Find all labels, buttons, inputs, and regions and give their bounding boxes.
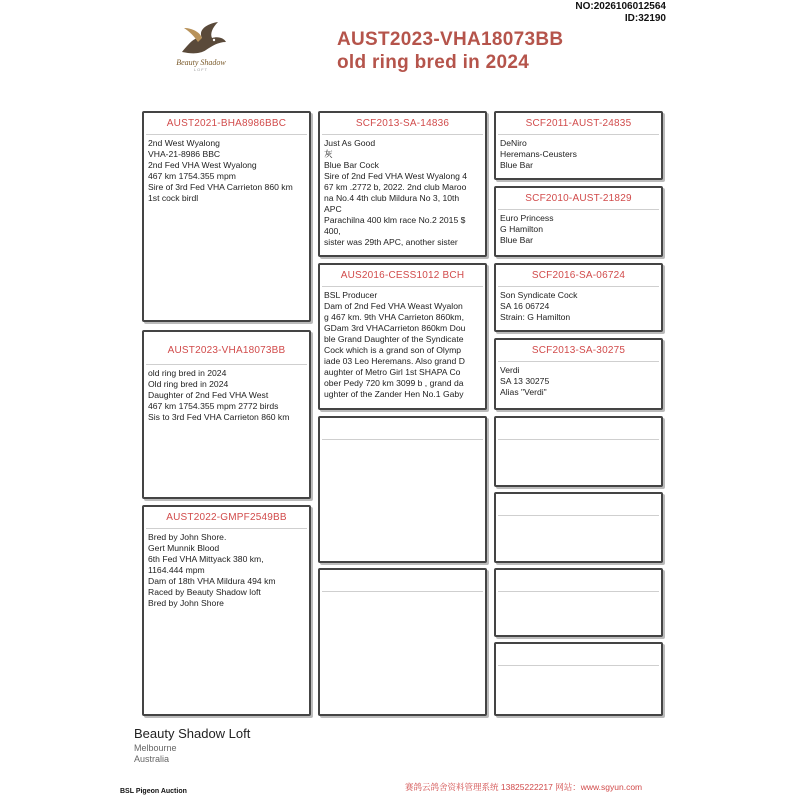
note-line: SA 13 30275 (500, 376, 550, 386)
dam-ring: AUST2022-GMPF2549BB (146, 507, 307, 529)
note-line: 67 km .2772 b, 2022. 2nd club Maroo (324, 182, 467, 192)
empty-card (494, 492, 663, 563)
note-line: G Hamilton (500, 224, 543, 234)
sd-sire-card (494, 263, 663, 332)
note-line: 467 km 1754.355 mpm 2772 birds (148, 401, 279, 411)
note-line: na No.4 4th club Mildura No 3, 10th (324, 193, 460, 203)
note-line: ober Pedy 720 km 3099 b , grand da (324, 378, 464, 388)
serial-number: NO:2026106012564 (575, 1, 666, 12)
note-line: Gert Munnik Blood (148, 543, 220, 553)
logo-text: Beauty Shadow (176, 58, 226, 67)
sd-sire-ring: SCF2016-SA-06724 (498, 265, 659, 287)
note-line: Strain: G Hamilton (500, 312, 571, 322)
sd-dam-notes (496, 362, 661, 398)
page-title: AUST2023-VHA18073BB (337, 29, 564, 50)
note-line: 2nd Fed VHA West Wyalong (148, 160, 257, 170)
ss-dam-notes (496, 210, 661, 246)
sd-sire-notes (496, 287, 661, 323)
note-line: Parachilna 400 klm race No.2 2015 $ (324, 215, 466, 225)
empty-card-header (498, 494, 659, 516)
ss-sire-card (494, 111, 663, 180)
sire-sire-notes (320, 135, 485, 248)
note-line: SA 16 06724 (500, 301, 550, 311)
note-line: Euro Princess (500, 213, 554, 223)
empty-card (494, 642, 663, 716)
note-line: Dam of 2nd Fed VHA Weast Wyalon (324, 301, 463, 311)
sd-dam-ring: SCF2013-SA-30275 (498, 340, 659, 362)
note-line: Just As Good (324, 138, 376, 148)
subject-ring: AUST2023-VHA18073BB (146, 332, 307, 365)
note-line: sister was 29th APC, another sister (324, 237, 458, 247)
note-line: 6th Fed VHA Mittyack 380 km, (148, 554, 264, 564)
sire-ring: AUST2021-BHA8986BBC (146, 113, 307, 135)
sire-dam-card (318, 263, 487, 410)
note-line: 2nd West Wyalong (148, 138, 220, 148)
note-line: Sire of 3rd Fed VHA Carrieton 860 km (148, 182, 293, 192)
sire-sire-card (318, 111, 487, 257)
empty-card (318, 568, 487, 716)
subject-notes (144, 365, 309, 423)
loft-country: Australia (134, 754, 170, 764)
sd-dam-card (494, 338, 663, 410)
empty-card-header (498, 570, 659, 592)
sire-dam-ring: AUS2016-CESS1012 BCH (322, 265, 483, 287)
note-line: Son Syndicate Cock (500, 290, 578, 300)
note-line: 灰 (324, 149, 333, 159)
note-line: Dam of 18th VHA Mildura 494 km (148, 576, 276, 586)
note-line: APC (324, 204, 342, 214)
ss-dam-card (494, 186, 663, 257)
logo-subtext: LOFT (193, 67, 209, 72)
note-line: Blue Bar (500, 235, 533, 245)
empty-card-header (498, 644, 659, 666)
loft-name: Beauty Shadow Loft (134, 726, 251, 741)
empty-card-header (322, 570, 483, 592)
empty-card (494, 416, 663, 487)
loft-city: Melbourne (134, 743, 177, 753)
empty-card (494, 568, 663, 637)
subject-card (142, 330, 311, 499)
note-line: Old ring bred in 2024 (148, 379, 229, 389)
note-line: Blue Bar (500, 160, 533, 170)
note-line: aughter of Metro Girl 1st SHAPA Co (324, 367, 461, 377)
note-line: Sis to 3rd Fed VHA Carrieton 860 km (148, 412, 290, 422)
note-line: GDam 3rd VHACarrieton 860km Dou (324, 323, 466, 333)
note-line: 1st cock birdl (148, 193, 199, 203)
dam-notes (144, 529, 309, 609)
note-line: old ring bred in 2024 (148, 368, 227, 378)
sire-card (142, 111, 311, 322)
system-credit: 赛鸽云鸽舍资料管理系统 13825222217 网站：www.sgyun.com (405, 782, 643, 792)
note-line: Verdi (500, 365, 520, 375)
note-line: 467 km 1754.355 mpm (148, 171, 236, 181)
empty-card-header (322, 418, 483, 440)
note-line: iade 03 Leo Heremans. Also grand D (324, 356, 465, 366)
note-line: ble Grand Daughter of the Syndicate (324, 334, 464, 344)
note-line: 400, (324, 226, 341, 236)
note-line: Bred by John Shore. (148, 532, 227, 542)
sire-sire-ring: SCF2013-SA-14836 (322, 113, 483, 135)
note-line: VHA-21-8986 BBC (148, 149, 221, 159)
note-line: g 467 km. 9th VHA Carrieton 860km, (324, 312, 464, 322)
note-line: Bred by John Shore (148, 598, 224, 608)
note-line: Sire of 2nd Fed VHA West Wyalong 4 (324, 171, 468, 181)
auction-label: BSL Pigeon Auction (120, 788, 187, 795)
dam-card (142, 505, 311, 716)
note-line: ughter of the Zander Hen No.1 Gaby (324, 389, 464, 399)
note-line: Blue Bar Cock (324, 160, 379, 170)
bird-logo-icon (172, 20, 230, 60)
record-id: ID:32190 (624, 13, 666, 24)
ss-dam-ring: SCF2010-AUST-21829 (498, 188, 659, 210)
note-line: DeNiro (500, 138, 527, 148)
ss-sire-notes (496, 135, 661, 171)
note-line: Daughter of 2nd Fed VHA West (148, 390, 269, 400)
ss-sire-ring: SCF2011-AUST-24835 (498, 113, 659, 135)
sire-notes (144, 135, 309, 204)
sire-dam-notes (320, 287, 485, 400)
empty-card (318, 416, 487, 563)
note-line: Heremans-Ceusters (500, 149, 577, 159)
note-line: Alias "Verdi" (500, 387, 547, 397)
note-line: Cock which is a grand son of Olymp (324, 345, 462, 355)
page-subtitle: old ring bred in 2024 (337, 52, 530, 73)
note-line: 1164.444 mpm (148, 565, 205, 575)
note-line: BSL Producer (324, 290, 378, 300)
empty-card-header (498, 418, 659, 440)
note-line: Raced by Beauty Shadow loft (148, 587, 261, 597)
